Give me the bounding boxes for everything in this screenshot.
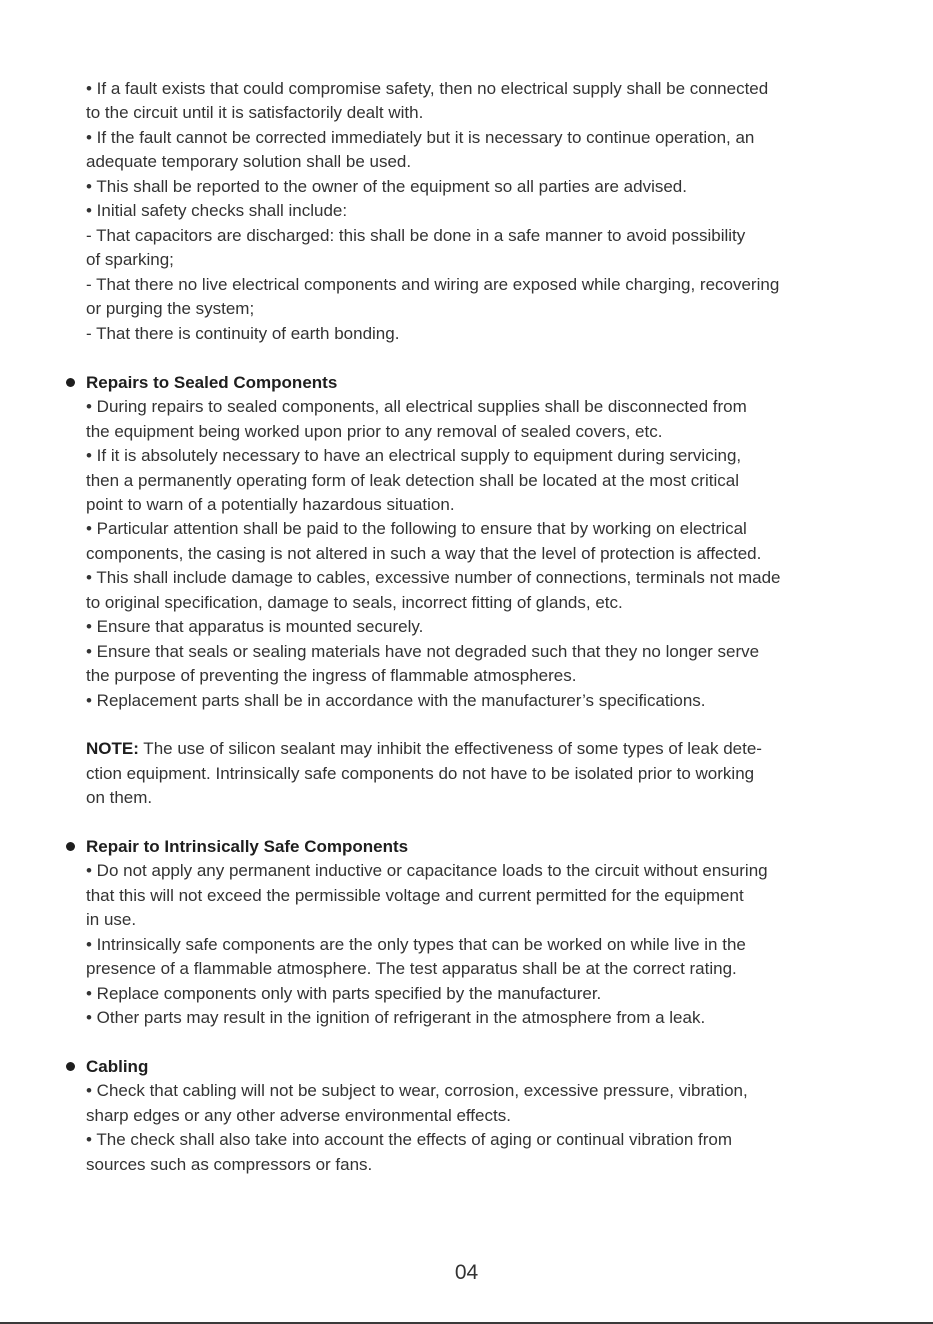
intro-line: - That there is continuity of earth bonding.	[86, 324, 400, 343]
cabling-line: sources such as compressors or fans.	[86, 1155, 373, 1174]
intro-line: adequate temporary solution shall be used.	[86, 152, 412, 171]
intro-line: - That there no live electrical components and wiring are exposed while charging, recovering	[86, 275, 780, 294]
intro-line: of sparking;	[86, 250, 174, 269]
sealed-line: • Ensure that seals or sealing materials have not degraded such that they no longer serve	[86, 642, 760, 661]
section-heading: Repairs to Sealed Components	[86, 373, 338, 392]
intro-line: • If the fault cannot be corrected immediately but it is necessary to continue operation, an	[86, 128, 755, 147]
sealed-line: the equipment being worked upon prior to any removal of sealed covers, etc.	[86, 422, 663, 441]
sealed-line: • During repairs to sealed components, all electrical supplies shall be disconnected from	[86, 397, 747, 416]
intro-line: to the circuit until it is satisfactorily dealt with.	[86, 103, 424, 122]
intrinsic-line: • Other parts may result in the ignition of refrigerant in the atmosphere from a leak.	[86, 1008, 706, 1027]
sealed-line: the purpose of preventing the ingress of flammable atmospheres.	[86, 666, 577, 685]
intro-line: • If a fault exists that could compromise safety, then no electrical supply shall be connected	[86, 79, 769, 98]
cabling-line: • Check that cabling will not be subject to wear, corrosion, excessive pressure, vibration,	[86, 1081, 748, 1100]
sealed-line: then a permanently operating form of leak detection shall be located at the most critical	[86, 471, 739, 490]
intro-line: • Initial safety checks shall include:	[86, 201, 348, 220]
section-bullet-icon	[66, 842, 75, 851]
intro-line: - That capacitors are discharged: this shall be done in a safe manner to avoid possibility	[86, 226, 746, 245]
note-line	[86, 737, 762, 761]
sealed-line: • If it is absolutely necessary to have an electrical supply to equipment during servicing,	[86, 446, 742, 465]
section-bullet-icon	[66, 378, 75, 387]
sealed-line: to original specification, damage to seals, incorrect fitting of glands, etc.	[86, 593, 623, 612]
page-number: 04	[454, 1261, 479, 1284]
intrinsic-line: that this will not exceed the permissible voltage and current permitted for the equipment	[86, 886, 744, 905]
intrinsic-line: • Replace components only with parts specified by the manufacturer.	[86, 984, 602, 1003]
intro-line: or purging the system;	[86, 299, 255, 318]
note-line: ction equipment. Intrinsically safe components do not have to be isolated prior to working	[86, 764, 755, 783]
sealed-line: point to warn of a potentially hazardous situation.	[86, 495, 455, 514]
intrinsic-line: in use.	[86, 910, 137, 929]
cabling-line: sharp edges or any other adverse environmental effects.	[86, 1106, 511, 1125]
note-text: The use of silicon sealant may inhibit the effectiveness of some types of leak dete-	[138, 739, 762, 758]
sealed-line: • Ensure that apparatus is mounted securely.	[86, 617, 424, 636]
cabling-line: • The check shall also take into account the effects of aging or continual vibration from	[86, 1130, 733, 1149]
note-line: on them.	[86, 788, 153, 807]
intrinsic-line: • Intrinsically safe components are the only types that can be worked on while live in the	[86, 935, 746, 954]
intrinsic-line: presence of a flammable atmosphere. The test apparatus shall be at the correct rating.	[86, 959, 737, 978]
note-label: NOTE:	[86, 739, 139, 758]
sealed-line: • Particular attention shall be paid to the following to ensure that by working on electrical	[86, 519, 747, 538]
section-heading: Cabling	[86, 1057, 149, 1076]
sealed-line: • Replacement parts shall be in accordance with the manufacturer’s specifications.	[86, 691, 706, 710]
sealed-line: • This shall include damage to cables, excessive number of connections, terminals not made	[86, 568, 781, 587]
intrinsic-line: • Do not apply any permanent inductive or capacitance loads to the circuit without ensuring	[86, 861, 768, 880]
intro-line: • This shall be reported to the owner of the equipment so all parties are advised.	[86, 177, 687, 196]
section-bullet-icon	[66, 1062, 75, 1071]
sealed-line: components, the casing is not altered in such a way that the level of protection is affected.	[86, 544, 762, 563]
section-heading: Repair to Intrinsically Safe Components	[86, 837, 409, 856]
